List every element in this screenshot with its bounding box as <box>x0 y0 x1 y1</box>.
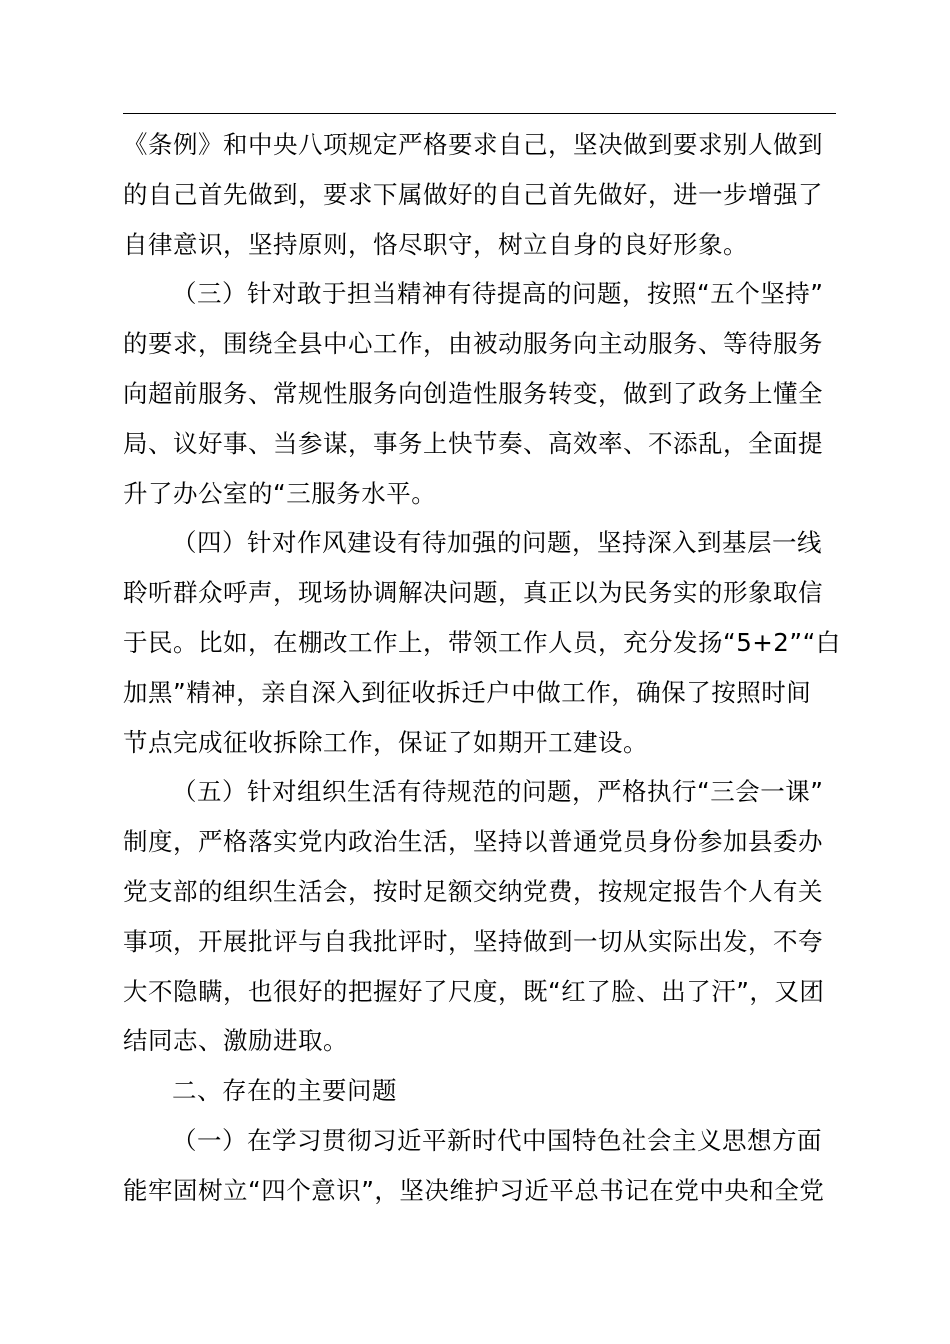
text-line: 于民。比如，在棚改工作上，带领工作人员，充分发扬“5+2”“白 <box>123 627 841 657</box>
text-line: 聆听群众呼声，现场协调解决问题，真正以为民务实的形象取信 <box>123 578 823 608</box>
text-line: 党支部的组织生活会，按时足额交纳党费，按规定报告个人有关 <box>123 876 823 906</box>
text-line: 能牢固树立“四个意识”，坚决维护习近平总书记在党中央和全党 <box>123 1175 825 1205</box>
text-line: 的要求，围绕全县中心工作，由被动服务向主动服务、等待服务 <box>123 329 823 359</box>
text-line: 《条例》和中央八项规定严格要求自己，坚决做到要求别人做到 <box>123 130 823 159</box>
text-line: 事项，开展批评与自我批评时，坚持做到一切从实际出发，不夸 <box>123 926 823 956</box>
text-line: 升了办公室的“三服务水平。 <box>123 478 437 508</box>
text-line: 局、议好事、当参谋，事务上快节奏、高效率、不添乱，全面提 <box>123 428 823 458</box>
text-line: （五）针对组织生活有待规范的问题，严格执行“三会一课” <box>172 777 824 807</box>
text-line: 加黑”精神，亲自深入到征收拆迁户中做工作，确保了按照时间 <box>123 677 812 707</box>
text-line: 自律意识，坚持原则，恪尽职守，树立自身的良好形象。 <box>123 229 748 259</box>
header-rule <box>123 113 836 114</box>
text-line: 结同志、激励进取。 <box>123 1026 348 1056</box>
text-line: 大不隐瞒，也很好的把握好了尺度，既“红了脸、出了汗”，又团 <box>123 976 825 1006</box>
text-line: 二、存在的主要问题 <box>172 1076 397 1106</box>
text-line: 的自己首先做到，要求下属做好的自己首先做好，进一步增强了 <box>123 179 823 209</box>
text-line: （一）在学习贯彻习近平新时代中国特色社会主义思想方面 <box>172 1125 822 1155</box>
text-line: （三）针对敢于担当精神有待提高的问题，按照“五个坚持” <box>172 279 824 309</box>
text-line: 向超前服务、常规性服务向创造性服务转变，做到了政务上懂全 <box>123 378 823 408</box>
text-line: 节点完成征收拆除工作，保证了如期开工建设。 <box>123 727 648 757</box>
text-line: （四）针对作风建设有待加强的问题，坚持深入到基层一线 <box>172 528 822 558</box>
document-body <box>123 120 843 1216</box>
text-line: 制度，严格落实党内政治生活，坚持以普通党员身份参加县委办 <box>123 827 823 857</box>
